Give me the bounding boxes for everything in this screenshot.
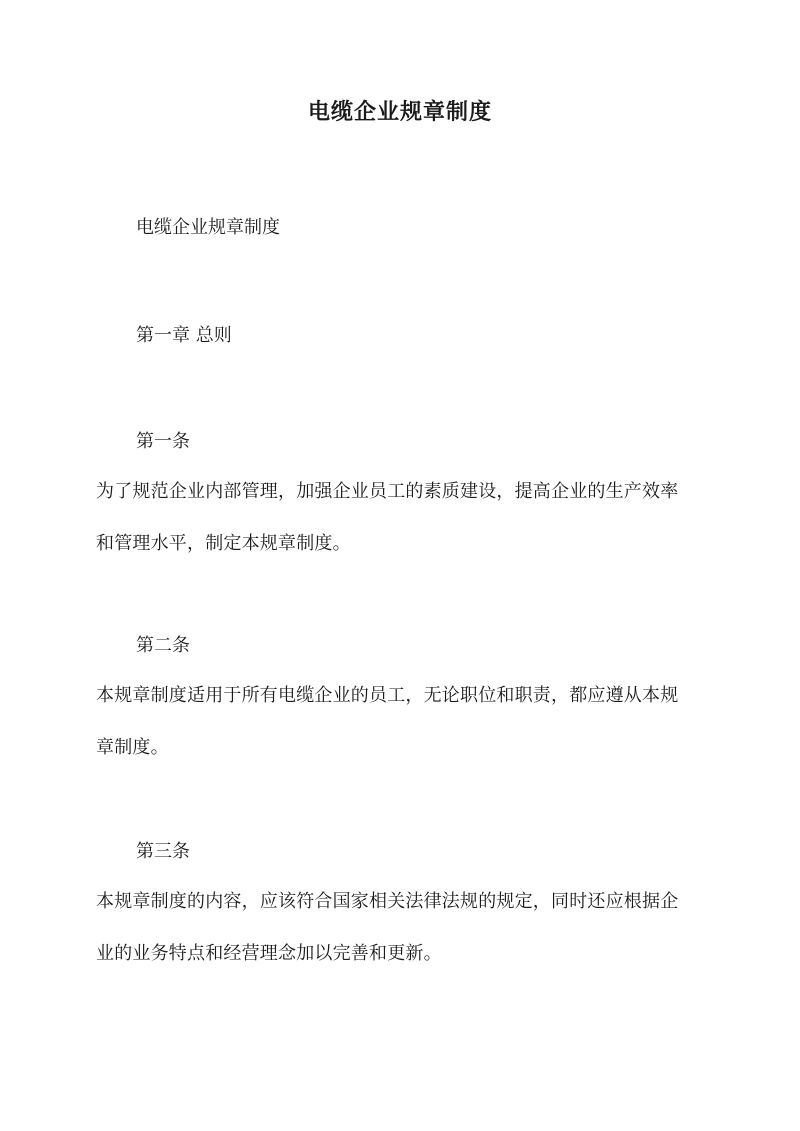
document-subtitle: 电缆企业规章制度: [136, 217, 280, 238]
article-2-line-2: 章制度。: [96, 737, 169, 758]
article-1-line-2: 和管理水平，制定本规章制度。: [96, 533, 351, 554]
article-3-line-2: 业的业务特点和经营理念加以完善和更新。: [96, 943, 442, 964]
chapter-heading: 第一章 总则: [136, 325, 232, 346]
document-title: 电缆企业规章制度: [307, 99, 492, 125]
article-2-line-1: 本规章制度适用于所有电缆企业的员工，无论职位和职责，都应遵从本规: [96, 685, 679, 706]
article-3-body: [96, 876, 708, 980]
article-1-body: [96, 466, 708, 570]
article-3-heading: 第三条: [136, 841, 190, 862]
article-2-body: [96, 670, 708, 774]
article-3-line-1: 本规章制度的内容，应该符合国家相关法律法规的规定，同时还应根据企: [96, 891, 679, 912]
article-1-line-1: 为了规范企业内部管理，加强企业员工的素质建设，提高企业的生产效率: [96, 481, 679, 502]
article-1-heading: 第一条: [136, 431, 190, 452]
article-2-heading: 第二条: [136, 635, 190, 656]
